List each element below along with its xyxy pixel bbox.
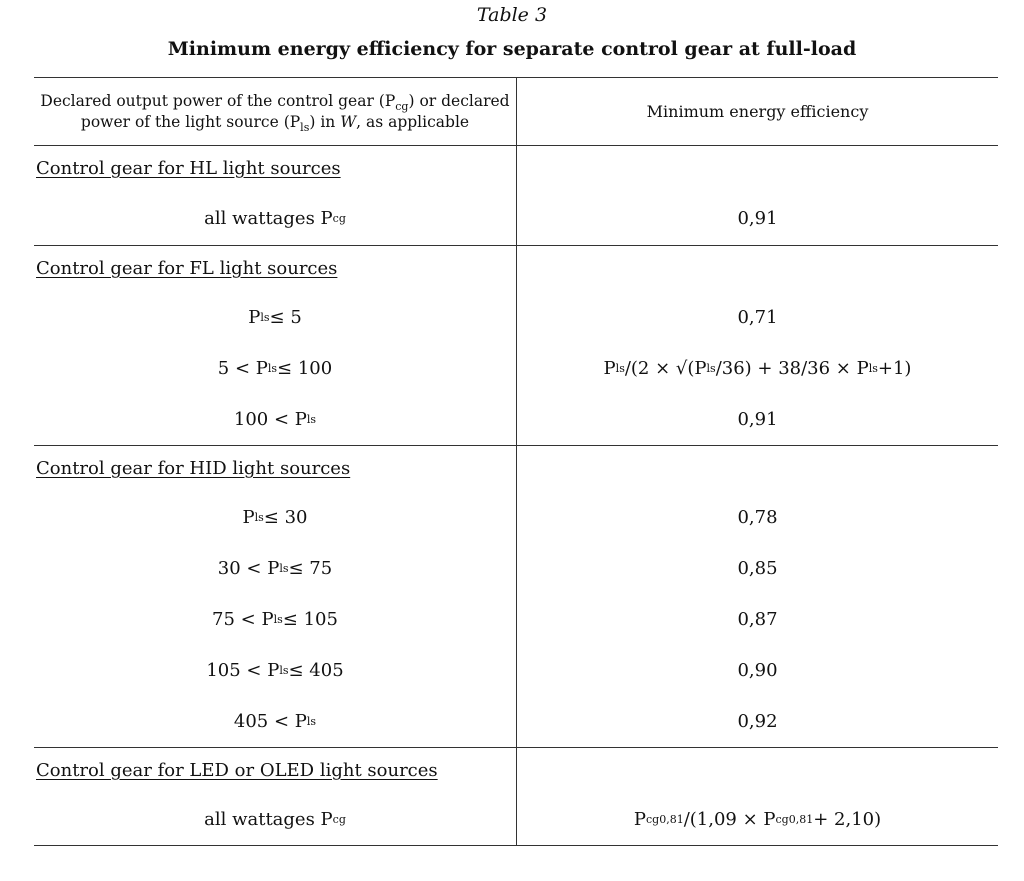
header-text: , as applicable: [356, 112, 470, 131]
formula-text: +1): [877, 358, 912, 379]
power-cell: 75 < P ls ≤ 105: [212, 609, 338, 630]
efficiency-formula-cell: P cg 0,81 /(1,09 × P cg 0,81 + 2,10): [633, 809, 882, 830]
power-text: all wattages P: [204, 208, 333, 229]
efficiency-cell: 0,78: [737, 507, 778, 528]
power-cell: 5 < P ls ≤ 100: [217, 358, 333, 379]
header-power-column: [34, 78, 517, 145]
power-text: 30 < P: [217, 558, 280, 579]
formula-text: + 2,10): [813, 809, 882, 830]
power-text: P: [242, 507, 255, 528]
power-text: ≤ 75: [288, 558, 333, 579]
table-title: Minimum energy efficiency for separate control gear at full-load: [167, 38, 857, 60]
table-header: [34, 78, 998, 146]
group-title: Control gear for HL light sources: [36, 158, 341, 179]
header-sub: cg: [395, 99, 409, 113]
header-sub: ls: [300, 120, 310, 134]
group-spacer: [517, 446, 998, 492]
power-text: ≤ 405: [288, 660, 344, 681]
power-column: [34, 246, 517, 445]
formula-text: P: [603, 358, 616, 379]
formula-text: P: [633, 809, 646, 830]
power-cell: 105 < P ls ≤ 405: [206, 660, 344, 681]
power-cell: P ls ≤ 5: [248, 307, 302, 328]
group-spacer: [517, 146, 998, 192]
power-cell: all wattages P cg: [204, 809, 346, 830]
group-hid: [34, 446, 998, 748]
power-text: 100 < P: [233, 409, 307, 430]
group-title: Control gear for FL light sources: [36, 258, 338, 279]
header-efficiency-column: Minimum energy efficiency: [646, 102, 869, 121]
efficiency-formula-cell: P ls /(2 × √(P ls /36) + 38/36 × P ls +1): [603, 358, 912, 379]
power-text: ≤ 100: [277, 358, 333, 379]
group-title: Control gear for HID light sources: [36, 458, 351, 479]
group-spacer: [517, 246, 998, 292]
header-text: power of the light source (P: [80, 112, 301, 131]
efficiency-cell: 0,91: [737, 208, 778, 229]
formula-text: /(1,09 × P: [683, 809, 776, 830]
header-text: ) or declared: [408, 91, 510, 110]
power-cell: 100 < P ls: [233, 409, 317, 430]
power-text: ≤ 5: [269, 307, 302, 328]
efficiency-cell: 0,91: [737, 409, 778, 430]
efficiency-cell: 0,90: [737, 660, 778, 681]
power-cell: 30 < P ls ≤ 75: [217, 558, 333, 579]
power-column: [34, 146, 517, 245]
efficiency-table: [34, 77, 998, 846]
header-text: ) in: [309, 112, 341, 131]
power-cell: 405 < P ls: [233, 711, 317, 732]
group-spacer: [517, 748, 998, 794]
power-text: ≤ 105: [282, 609, 338, 630]
group-title: Control gear for LED or OLED light sources: [36, 760, 438, 781]
efficiency-column: [517, 748, 998, 845]
power-text: P: [248, 307, 261, 328]
power-text: ≤ 30: [263, 507, 308, 528]
group-led-oled: [34, 748, 998, 845]
efficiency-column: [517, 146, 998, 245]
formula-text: /36) + 38/36 × P: [715, 358, 869, 379]
power-cell: P ls ≤ 30: [242, 507, 308, 528]
header-text: Declared output power of the control gear (P: [40, 91, 396, 110]
table-caption: Table 3: [476, 4, 548, 26]
power-text: all wattages P: [204, 809, 333, 830]
efficiency-column: [517, 446, 998, 747]
power-text: 105 < P: [206, 660, 280, 681]
efficiency-cell: 0,85: [737, 558, 778, 579]
efficiency-cell: 0,92: [737, 711, 778, 732]
power-text: 75 < P: [212, 609, 274, 630]
header-unit: W: [340, 112, 357, 131]
power-cell: all wattages P cg: [204, 208, 346, 229]
formula-text: /(2 × √(P: [624, 358, 707, 379]
efficiency-column: [517, 246, 998, 445]
power-column: [34, 748, 517, 845]
group-hl: [34, 146, 998, 246]
efficiency-cell: 0,87: [737, 609, 778, 630]
efficiency-cell: 0,71: [737, 307, 778, 328]
power-text: 5 < P: [217, 358, 268, 379]
group-fl: [34, 246, 998, 446]
power-column: [34, 446, 517, 747]
power-text: 405 < P: [233, 711, 307, 732]
